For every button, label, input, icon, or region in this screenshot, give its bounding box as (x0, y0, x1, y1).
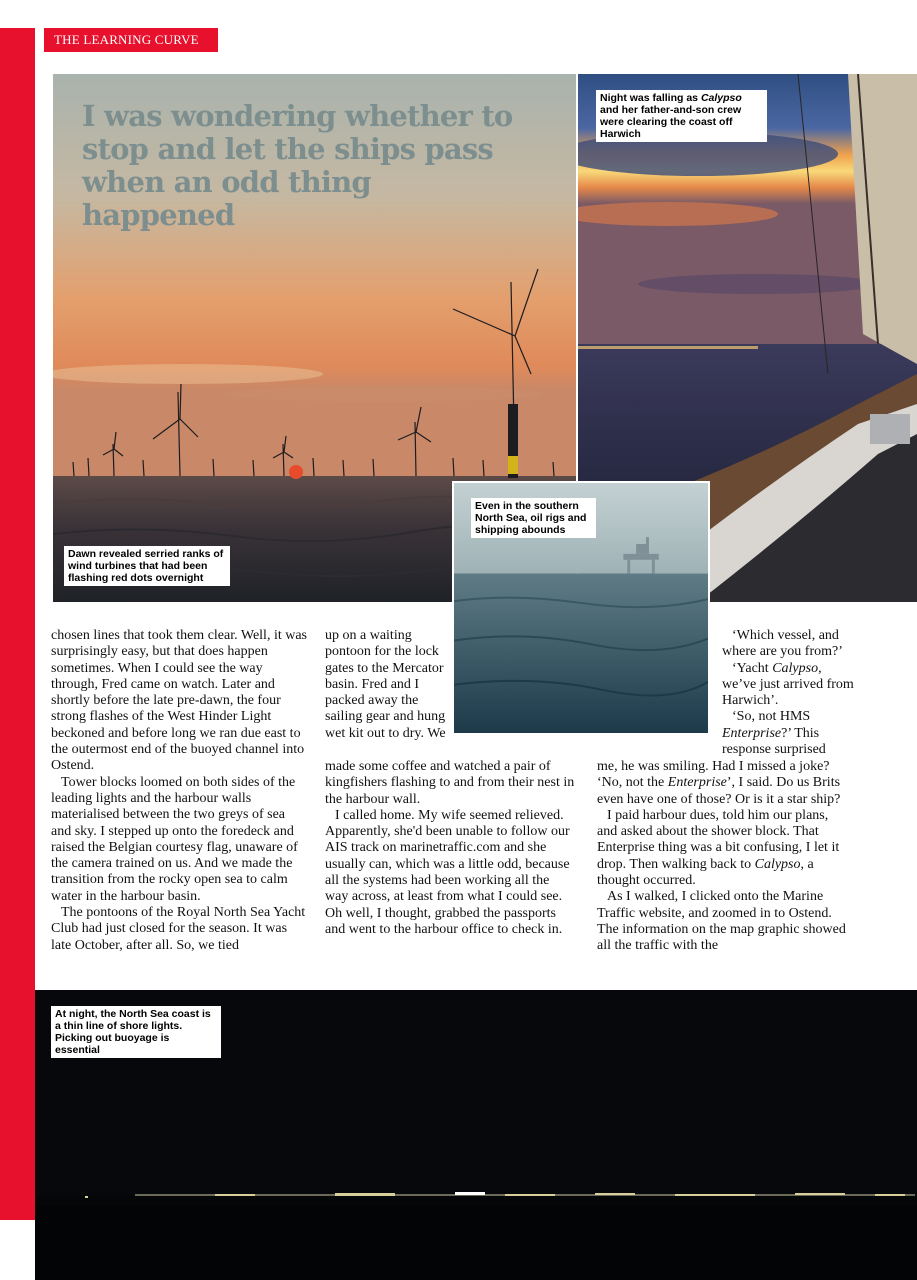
caption-calypso (596, 90, 767, 142)
body-column-3 (597, 759, 849, 955)
body-paragraph: up on a waiting pontoon for the lock gates to the Mercator basin. Fred and I packed away the sailing gear and hung wet kit out to dry. We (325, 628, 446, 741)
caption-calypso-text-2: and her father-and-son crew were clearing the coast off Harwich (600, 104, 742, 140)
body-text: ’, I said. Do us Brits even have one of those? Or is it a star ship? (597, 775, 841, 807)
body-paragraph: As I walked, I clicked onto the Marine Traffic website, and zoomed in to Ostend. The information on the map graphic showed all the traffic with the (597, 889, 846, 954)
body-text: , a thought occurred. (597, 856, 814, 889)
body-paragraph (597, 759, 849, 808)
body-paragraph (597, 808, 849, 889)
body-text: ?’ This response surprised (722, 725, 826, 758)
body-column-2-top (325, 628, 447, 742)
body-paragraph: made some coffee and watched a pair of kingfishers flashing to and from their nest in the harbour wall. (325, 759, 575, 807)
section-tag: THE LEARNING CURVE (44, 28, 218, 52)
caption-calypso-vessel-name: Calypso (700, 92, 742, 104)
body-emphasis: Calypso (754, 856, 801, 872)
body-paragraph (722, 709, 854, 758)
body-text: ‘Yacht (732, 660, 773, 676)
body-paragraph: I called home. My wife seemed relieved. Apparently, she'd been unable to follow our AIS track on marinetraffic.com and she usually can, which was a little odd, because all the systems had been working all the way across, at least from what I could see. Oh well, I thought, grabbed the passports and went to the harbour office to check in. (325, 807, 570, 937)
body-paragraph: The pontoons of the Royal North Sea Yacht Club had just closed for the season. It was late October, after all. So, we tied (51, 905, 306, 953)
pull-quote: I was wondering whether to stop and let the ships pass when an odd thing happened (82, 99, 513, 232)
body-column-3-top (722, 628, 854, 758)
caption-calypso-text-1: Night was falling as (600, 92, 701, 104)
red-margin-bar (0, 28, 35, 1220)
body-paragraph: ‘Which vessel, and where are you from?’ (722, 628, 843, 660)
caption-wind-turbines: Dawn revealed serried ranks of wind turbines that had been flashing red dots overnight (64, 546, 230, 586)
body-paragraph: Tower blocks loomed on both sides of the leading lights and the harbour walls materialised between the two greys of sea and sky. I stepped up onto the foredeck and raised the Belgian courtesy flag, unaware of the camera trained on us. And we made the transition from the rocky open sea to calm water in the harbour basin. (51, 774, 298, 904)
body-column-2 (325, 759, 575, 938)
body-paragraph (722, 661, 854, 710)
body-text: I paid harbour dues, told him our plans, and asked about the shower block. That Enterprise thing was a bit confusing, I let it drop. Then walking back to (597, 807, 840, 872)
caption-night-coast: At night, the North Sea coast is a thin line of shore lights. Picking out buoyage is essential (51, 1006, 221, 1058)
body-emphasis: Enterprise (722, 725, 782, 741)
body-text: , we’ve just arrived from Harwich’. (722, 660, 854, 709)
body-emphasis: Calypso (772, 660, 819, 676)
body-text: me, he was smiling. Had I missed a joke? ‘No, not the (597, 759, 830, 791)
body-text: ‘So, not HMS (732, 709, 811, 725)
caption-oil-rigs: Even in the southern North Sea, oil rigs and shipping abounds (471, 498, 596, 538)
body-emphasis: Enterprise (667, 775, 727, 791)
body-column-1 (51, 628, 307, 954)
body-paragraph: chosen lines that took them clear. Well, it was surprisingly easy, but that does happen sometimes. When I could see the way through, Fred came on watch. Later and shortly before the late pre-dawn, the four strong flashes of the West Hinder Light beckoned and before long we ran due east to the outermost end of the buoyed channel into Ostend. (51, 628, 307, 774)
